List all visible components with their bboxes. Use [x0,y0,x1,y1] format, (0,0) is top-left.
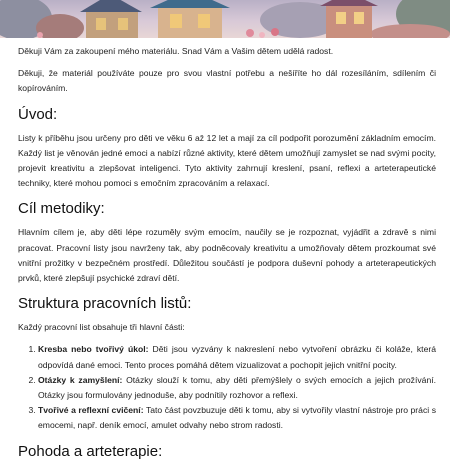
heading-struktura: Struktura pracovních listů: [18,295,192,313]
struktura-lead: Každý pracovní list obsahuje tři hlavní části: [18,322,185,333]
list-item-term: Tvořivé a reflexní cvičení: [38,405,144,416]
document-page [18,44,436,461]
list-item-term: Kresba nebo tvořivý úkol: [38,344,149,355]
list-item [38,373,436,403]
list-item [38,403,436,433]
thanks-paragraph: Děkuji Vám za zakoupení mého materiálu. Snad Vám a Vašim dětem udělá radost. [18,46,334,56]
heading-uvod: Úvod: [18,105,58,123]
uvod-paragraph: Listy k příběhu jsou určeny pro děti ve věku 6 až 12 let a mají za cíl podpořit porozumění základním emocím. Každý list je věnován jedné emoci a nabízí různé aktivity, které dětem umožňují zamyslet se nad svými pocity, projevit kreativitu a zlepšovat inteligenci. Tyto aktivity zahrnují kreslení, psaní, reflexi a arteterapeutické techniky, které mohou pomoci s emočním zpracováním a relaxací. [18,132,436,189]
cil-paragraph: Hlavním cílem je, aby děti lépe rozuměly svým emocím, naučily se je rozpoznat, vyjádřit a zdravě s nimi pracovat. Pracovní listy jsou navrženy tak, aby podněcovaly kreativitu a umožňovaly dětem prozkoumat své vnitřní prožitky v bezpečném prostředí. Důležitou součástí je podpora duševní pohody a arteterapeutických prvků, které zlepšují psychické zdraví dětí. [18,227,436,284]
heading-cil-metodiky: Cíl metodiky: [18,200,105,218]
heading-pohoda: Pohoda a arteterapie: [18,442,163,460]
list-item-text: Otázky slouží k tomu, aby děti přemýšlely o svých emocích a jejich prožívání. Otázky jsou formulovány jednoduše, aby podnítily rozhovor a reflexi. [38,374,436,401]
list-item-text: Děti jsou vyzvány k nakreslení nebo vytvoření obrázku či koláže, která odpovídá dané emoci. Tento proces pomáhá dětem vizualizovat a pochopit jejich vnitřní pocity. [38,344,436,370]
struktura-list [18,342,436,433]
list-item-text: Tato část povzbuzuje děti k tomu, aby si vytvořily vlastní nástroje pro práci s emocemi, např. deník emocí, amulet odvahy nebo strom radosti. [38,405,436,431]
list-item [38,342,436,372]
license-paragraph: Děkuji, že materiál používáte pouze pro svou vlastní potřebu a nešíříte ho dál rozesíláním, sdílením či kopírováním. [18,68,436,94]
list-item-term: Otázky k zamyšlení: [38,374,123,385]
header-illustration [0,0,450,38]
